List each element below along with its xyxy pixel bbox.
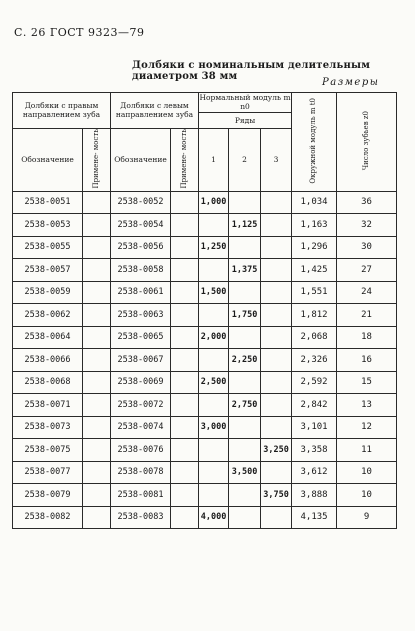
module-row-2-cell: 2,250 xyxy=(229,349,261,372)
module-row-3-cell xyxy=(261,349,292,372)
left-applicability-cell xyxy=(171,281,199,304)
right-applicability-cell xyxy=(83,191,111,214)
right-designation-cell: 2538-0055 xyxy=(13,236,83,259)
teeth-count-header xyxy=(337,93,397,192)
left-applicability-cell xyxy=(171,394,199,417)
circular-module-cell: 1,425 xyxy=(292,259,337,282)
teeth-count-cell: 32 xyxy=(337,214,397,237)
module-row-2-cell: 1,750 xyxy=(229,304,261,327)
module-row-2-cell xyxy=(229,439,261,462)
module-row-1-cell: 1,000 xyxy=(199,191,229,214)
module-row-1-cell: 1,500 xyxy=(199,281,229,304)
left-applicability-cell xyxy=(171,416,199,439)
table-row xyxy=(13,259,397,282)
module-row-3-cell xyxy=(261,236,292,259)
left-applicability-cell xyxy=(171,191,199,214)
teeth-count-cell: 16 xyxy=(337,349,397,372)
teeth-count-cell: 13 xyxy=(337,394,397,417)
teeth-count-cell: 27 xyxy=(337,259,397,282)
right-designation-cell: 2538-0051 xyxy=(13,191,83,214)
module-row-3-cell xyxy=(261,304,292,327)
module-row-2-cell: 2,750 xyxy=(229,394,261,417)
teeth-count-cell: 10 xyxy=(337,461,397,484)
cutter-spec-table xyxy=(12,92,397,529)
left-applicability-header xyxy=(171,128,199,191)
right-designation-cell: 2538-0082 xyxy=(13,506,83,529)
module-row-3-cell xyxy=(261,214,292,237)
table-header xyxy=(13,93,397,192)
table-row xyxy=(13,416,397,439)
left-applicability-cell xyxy=(171,484,199,507)
module-row-3-cell xyxy=(261,191,292,214)
teeth-count-cell: 21 xyxy=(337,304,397,327)
table-row xyxy=(13,304,397,327)
module-row-1-cell xyxy=(199,259,229,282)
module-row-1-cell: 3,000 xyxy=(199,416,229,439)
circular-module-cell: 2,592 xyxy=(292,371,337,394)
left-applicability-label: Примене- мость xyxy=(179,128,188,189)
module-row-1-cell: 2,000 xyxy=(199,326,229,349)
left-designation-cell: 2538-0078 xyxy=(111,461,171,484)
left-designation-header: Обозначение xyxy=(111,128,171,191)
module-row-3-cell xyxy=(261,371,292,394)
left-hand-group-header: Долбяки с левым направлением зуба xyxy=(111,93,199,129)
circular-module-cell: 1,551 xyxy=(292,281,337,304)
module-row-2-cell xyxy=(229,281,261,304)
table-title: Долбяки с номинальным делительным диаметром 38 мм xyxy=(132,60,371,82)
right-applicability-cell xyxy=(83,259,111,282)
right-designation-cell: 2538-0079 xyxy=(13,484,83,507)
left-designation-cell: 2538-0058 xyxy=(111,259,171,282)
left-applicability-cell xyxy=(171,349,199,372)
left-applicability-cell xyxy=(171,259,199,282)
teeth-count-cell: 36 xyxy=(337,191,397,214)
teeth-count-cell: 18 xyxy=(337,326,397,349)
module-row-2-cell xyxy=(229,416,261,439)
left-applicability-cell xyxy=(171,506,199,529)
page-header xyxy=(14,26,144,39)
table-row xyxy=(13,191,397,214)
row-3-header: 3 xyxy=(261,128,292,191)
right-applicability-cell xyxy=(83,484,111,507)
left-designation-cell: 2538-0063 xyxy=(111,304,171,327)
circular-module-cell: 3,101 xyxy=(292,416,337,439)
table-row xyxy=(13,461,397,484)
left-designation-cell: 2538-0069 xyxy=(111,371,171,394)
module-row-2-cell xyxy=(229,484,261,507)
module-row-3-cell xyxy=(261,394,292,417)
circular-module-cell: 1,812 xyxy=(292,304,337,327)
right-designation-cell: 2538-0073 xyxy=(13,416,83,439)
table-row xyxy=(13,281,397,304)
module-row-2-cell xyxy=(229,506,261,529)
table-row xyxy=(13,214,397,237)
module-row-1-cell xyxy=(199,304,229,327)
right-applicability-cell xyxy=(83,236,111,259)
right-applicability-cell xyxy=(83,394,111,417)
module-row-1-cell: 2,500 xyxy=(199,371,229,394)
circular-module-cell: 1,034 xyxy=(292,191,337,214)
table-row xyxy=(13,394,397,417)
left-applicability-cell xyxy=(171,439,199,462)
left-designation-cell: 2538-0076 xyxy=(111,439,171,462)
right-designation-cell: 2538-0059 xyxy=(13,281,83,304)
table-body xyxy=(13,191,397,529)
module-row-1-cell xyxy=(199,394,229,417)
right-applicability-cell xyxy=(83,304,111,327)
right-designation-cell: 2538-0064 xyxy=(13,326,83,349)
module-row-2-cell: 1,125 xyxy=(229,214,261,237)
left-applicability-cell xyxy=(171,371,199,394)
module-row-2-cell xyxy=(229,191,261,214)
left-designation-cell: 2538-0065 xyxy=(111,326,171,349)
module-row-3-cell xyxy=(261,259,292,282)
module-row-3-cell: 3,250 xyxy=(261,439,292,462)
normal-module-header: Нормальный модуль m n0 xyxy=(199,93,291,112)
teeth-count-cell: 12 xyxy=(337,416,397,439)
left-designation-cell: 2538-0052 xyxy=(111,191,171,214)
teeth-count-cell: 10 xyxy=(337,484,397,507)
teeth-count-cell: 15 xyxy=(337,371,397,394)
circular-module-cell: 3,888 xyxy=(292,484,337,507)
right-designation-cell: 2538-0066 xyxy=(13,349,83,372)
circular-module-cell: 1,296 xyxy=(292,236,337,259)
left-designation-cell: 2538-0081 xyxy=(111,484,171,507)
module-row-1-cell: 4,000 xyxy=(199,506,229,529)
right-applicability-cell xyxy=(83,371,111,394)
sizes-label: Размеры xyxy=(322,77,380,88)
right-applicability-cell xyxy=(83,281,111,304)
left-designation-cell: 2538-0054 xyxy=(111,214,171,237)
teeth-count-cell: 9 xyxy=(337,506,397,529)
right-designation-cell: 2538-0057 xyxy=(13,259,83,282)
table-row xyxy=(13,371,397,394)
circular-module-cell: 1,163 xyxy=(292,214,337,237)
teeth-count-cell: 30 xyxy=(337,236,397,259)
standard-code: ГОСТ 9323—79 xyxy=(49,26,145,39)
right-designation-header: Обозначение xyxy=(13,128,83,191)
circular-module-cell: 4,135 xyxy=(292,506,337,529)
table-row xyxy=(13,349,397,372)
module-row-2-cell xyxy=(229,326,261,349)
module-row-1-cell xyxy=(199,461,229,484)
right-applicability-cell xyxy=(83,506,111,529)
right-applicability-cell xyxy=(83,349,111,372)
module-row-3-cell xyxy=(261,416,292,439)
left-applicability-cell xyxy=(171,236,199,259)
module-row-1-cell: 1,250 xyxy=(199,236,229,259)
module-row-2-cell xyxy=(229,236,261,259)
row-2-header: 2 xyxy=(229,128,261,191)
left-designation-cell: 2538-0061 xyxy=(111,281,171,304)
circular-module-cell: 2,326 xyxy=(292,349,337,372)
right-designation-cell: 2538-0075 xyxy=(13,439,83,462)
teeth-count-label: Число зубьев z0 xyxy=(361,110,370,171)
right-hand-group-header: Долбяки с правым направлением зуба xyxy=(13,93,111,129)
table-row xyxy=(13,236,397,259)
right-applicability-cell xyxy=(83,214,111,237)
right-designation-cell: 2538-0071 xyxy=(13,394,83,417)
right-designation-cell: 2538-0077 xyxy=(13,461,83,484)
circular-module-cell: 3,358 xyxy=(292,439,337,462)
module-row-1-cell xyxy=(199,349,229,372)
left-designation-cell: 2538-0067 xyxy=(111,349,171,372)
table-row xyxy=(13,484,397,507)
right-designation-cell: 2538-0068 xyxy=(13,371,83,394)
table-row xyxy=(13,326,397,349)
left-applicability-cell xyxy=(171,214,199,237)
left-designation-cell: 2538-0072 xyxy=(111,394,171,417)
circular-module-cell: 2,068 xyxy=(292,326,337,349)
module-row-3-cell xyxy=(261,461,292,484)
right-applicability-cell xyxy=(83,439,111,462)
circular-module-cell: 3,612 xyxy=(292,461,337,484)
module-row-2-cell: 1,375 xyxy=(229,259,261,282)
circular-module-label: Окружной модуль m t0 xyxy=(309,97,318,184)
right-designation-cell: 2538-0062 xyxy=(13,304,83,327)
circular-module-cell: 2,842 xyxy=(292,394,337,417)
teeth-count-cell: 11 xyxy=(337,439,397,462)
module-row-3-cell xyxy=(261,506,292,529)
left-applicability-cell xyxy=(171,326,199,349)
right-applicability-cell xyxy=(83,461,111,484)
module-row-3-cell xyxy=(261,326,292,349)
left-designation-cell: 2538-0083 xyxy=(111,506,171,529)
module-row-3-cell xyxy=(261,281,292,304)
left-applicability-cell xyxy=(171,461,199,484)
rows-header: Ряды xyxy=(199,112,292,128)
teeth-count-cell: 24 xyxy=(337,281,397,304)
table-row xyxy=(13,506,397,529)
right-applicability-cell xyxy=(83,326,111,349)
row-1-header: 1 xyxy=(199,128,229,191)
right-designation-cell: 2538-0053 xyxy=(13,214,83,237)
module-row-3-cell: 3,750 xyxy=(261,484,292,507)
left-designation-cell: 2538-0056 xyxy=(111,236,171,259)
left-designation-cell: 2538-0074 xyxy=(111,416,171,439)
page-number: С. 26 xyxy=(14,26,46,39)
right-applicability-label: Примене- мость xyxy=(91,128,100,189)
module-row-2-cell: 3,500 xyxy=(229,461,261,484)
module-row-1-cell xyxy=(199,214,229,237)
right-applicability-header xyxy=(83,128,111,191)
right-applicability-cell xyxy=(83,416,111,439)
table-row xyxy=(13,439,397,462)
module-row-1-cell xyxy=(199,484,229,507)
module-row-1-cell xyxy=(199,439,229,462)
module-row-2-cell xyxy=(229,371,261,394)
circular-module-header xyxy=(292,93,337,192)
left-applicability-cell xyxy=(171,304,199,327)
